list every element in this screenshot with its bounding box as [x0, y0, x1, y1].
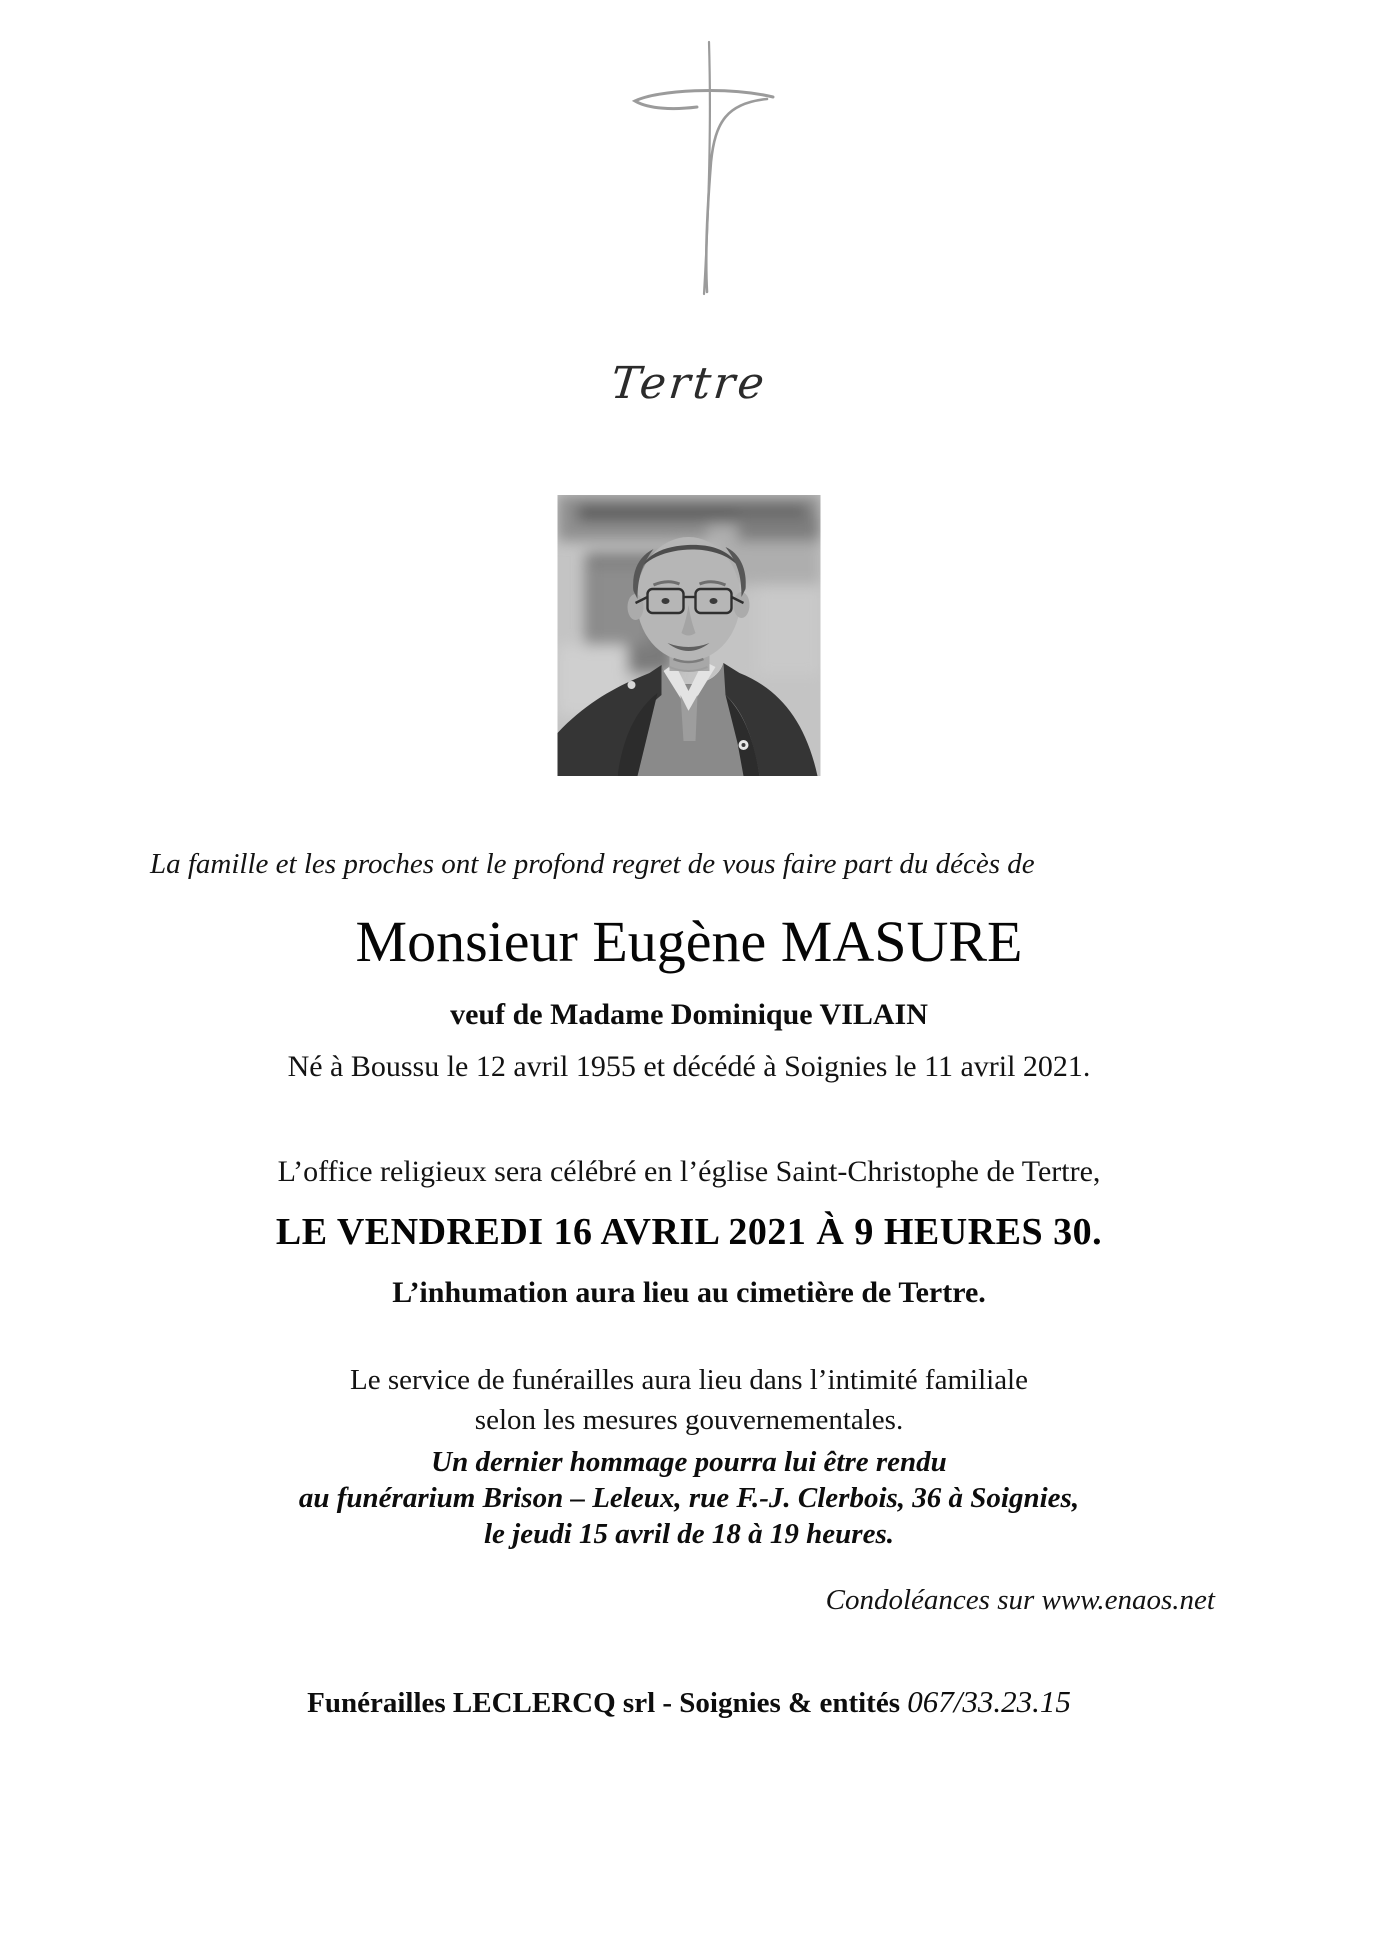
office-line: L’office religieux sera célébré en l’église Saint-Christophe de Tertre,	[277, 1155, 1101, 1188]
footer-line	[0, 1684, 1378, 1720]
privacy-note	[0, 1360, 1378, 1440]
tribute-line-1: Un dernier hommage pourra lui être rendu	[431, 1446, 947, 1478]
ceremony-datetime-line: LE VENDREDI 16 AVRIL 2021 À 9 HEURES 30.	[275, 1211, 1103, 1253]
privacy-line-1: Le service de funérailles aura lieu dans l’intimité familiale	[350, 1364, 1028, 1396]
funeral-home-phone: 067/33.23.15	[907, 1684, 1071, 1719]
portrait-photo	[558, 495, 821, 776]
intro-line: La famille et les proches ont le profond regret de vous faire part du décès de	[150, 848, 1035, 880]
relation-line: veuf de Madame Dominique VILAIN	[450, 998, 928, 1031]
deceased-name: Monsieur Eugène MASURE	[355, 909, 1023, 974]
privacy-line-2: selon les mesures gouvernementales.	[474, 1404, 904, 1436]
town-script-label: Tertre	[608, 358, 770, 409]
cross-icon	[0, 40, 1378, 302]
tribute-line-3: le jeudi 15 avril de 18 à 19 heures.	[483, 1518, 894, 1550]
birth-death-line: Né à Boussu le 12 avril 1955 et décédé à Soignies le 11 avril 2021.	[287, 1050, 1091, 1083]
tribute-line-2: au funérarium Brison – Leleux, rue F.-J. Clerbois, 36 à Soignies,	[298, 1482, 1080, 1514]
tribute-note	[0, 1444, 1378, 1552]
burial-line: L’inhumation aura lieu au cimetière de Tertre.	[392, 1276, 986, 1309]
funeral-home-name: Funérailles LECLERCQ srl - Soignies & entités	[307, 1687, 900, 1719]
condolences-line: Condoléances sur www.enaos.net	[825, 1584, 1215, 1616]
